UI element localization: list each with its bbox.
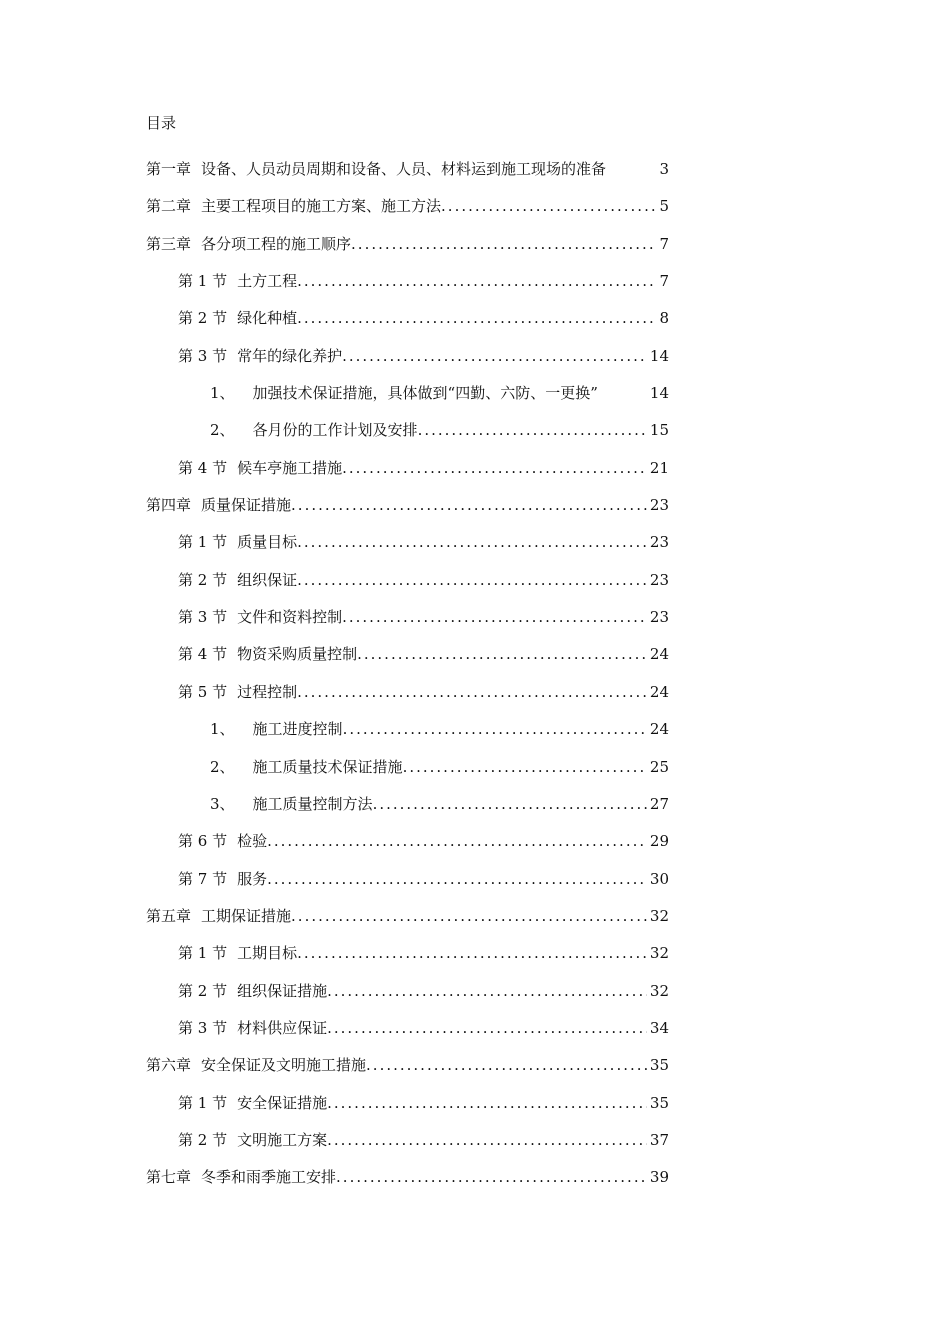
toc-entry-title: 质量目标 (237, 533, 298, 552)
toc-entry-number: 第 5 节 (178, 682, 228, 701)
toc-entry-title: 主要工程项目的施工方案、施工方法 (201, 197, 442, 216)
toc-dot-leader (327, 1017, 647, 1039)
toc-page-number: 7 (659, 234, 669, 253)
toc-entry-title: 各分项工程的施工顺序 (201, 234, 352, 253)
toc-entry-number: 第五章 (146, 906, 192, 925)
toc-dot-leader (351, 233, 656, 255)
toc-entry[interactable] (146, 494, 669, 531)
toc-dot-leader (373, 793, 647, 815)
toc-dot-leader (342, 606, 647, 628)
toc-dot-leader (418, 419, 647, 441)
toc-page-number: 35 (649, 1093, 669, 1112)
toc-page-number: 23 (649, 608, 669, 627)
toc-page-number: 3 (659, 160, 669, 178)
toc-entry-number: 第 3 节 (178, 608, 228, 627)
table-of-contents (146, 158, 669, 1204)
toc-dot-leader (291, 905, 647, 927)
toc-entry[interactable] (146, 1054, 669, 1091)
toc-dot-leader (366, 1054, 647, 1076)
toc-entry-title: 绿化种植 (237, 309, 298, 328)
toc-entry[interactable] (146, 307, 669, 344)
toc-entry-number: 第 6 节 (178, 832, 228, 851)
toc-page-number: 23 (649, 496, 669, 515)
toc-entry-title: 组织保证 (237, 570, 298, 589)
toc-entry-title: 设备、人员动员周期和设备、人员、材料运到施工现场的准备 (201, 160, 607, 178)
toc-entry-title: 检验 (237, 832, 268, 851)
toc-entry[interactable] (146, 756, 669, 793)
toc-entry-title: 文明施工方案 (237, 1130, 328, 1149)
toc-entry[interactable] (146, 158, 669, 195)
toc-entry-number: 第 2 节 (178, 309, 228, 328)
toc-dot-leader (291, 494, 647, 516)
toc-entry-number: 第 1 节 (178, 533, 228, 552)
toc-entry-title: 过程控制 (237, 682, 298, 701)
toc-dot-leader (342, 457, 647, 479)
toc-dot-leader (297, 270, 656, 292)
toc-entry-title: 材料供应保证 (237, 1018, 328, 1037)
toc-dot-leader (297, 531, 647, 553)
toc-entry[interactable] (146, 531, 669, 568)
toc-entry-title: 施工进度控制 (252, 720, 343, 739)
toc-dot-leader (403, 756, 647, 778)
toc-page-number: 24 (649, 682, 669, 701)
toc-entry-title: 物资采购质量控制 (237, 645, 358, 664)
toc-entry-number: 第 2 节 (178, 570, 228, 589)
toc-page-number: 32 (649, 981, 669, 1000)
toc-entry-number: 第七章 (146, 1168, 192, 1187)
toc-entry-title: 安全保证措施 (237, 1093, 328, 1112)
toc-page-number: 21 (649, 458, 669, 477)
toc-entry[interactable] (146, 1017, 669, 1054)
toc-entry-title: 加强技术保证措施，具体做到“四勤、六防、一更换” (252, 384, 598, 403)
toc-dot-leader (327, 1092, 647, 1114)
toc-page-number: 5 (659, 197, 669, 216)
toc-entry[interactable] (146, 718, 669, 755)
toc-entry-number: 2、 (210, 757, 235, 776)
toc-page-number: 32 (649, 906, 669, 925)
toc-entry[interactable] (146, 270, 669, 307)
toc-dot-leader (441, 195, 656, 217)
toc-entry-number: 第 1 节 (178, 272, 228, 291)
toc-page-number: 7 (659, 272, 669, 291)
toc-entry-title: 各月份的工作计划及安排 (252, 421, 418, 440)
toc-entry-title: 组织保证措施 (237, 981, 328, 1000)
toc-entry-number: 第 1 节 (178, 944, 228, 963)
toc-entry-number: 1、 (210, 384, 235, 403)
toc-page-number: 15 (649, 421, 669, 440)
toc-entry-number: 第 4 节 (178, 458, 228, 477)
toc-page-number: 8 (659, 309, 669, 328)
toc-page-number: 24 (649, 645, 669, 664)
toc-entry-number: 第 7 节 (178, 869, 228, 888)
toc-entry[interactable] (146, 793, 669, 830)
toc-entry-title: 施工质量控制方法 (252, 794, 373, 813)
toc-entry-number: 第四章 (146, 496, 192, 515)
toc-entry[interactable] (146, 980, 669, 1017)
toc-entry-title: 施工质量技术保证措施 (252, 757, 403, 776)
toc-entry[interactable] (146, 345, 669, 382)
toc-entry[interactable] (146, 868, 669, 905)
toc-entry[interactable] (146, 233, 669, 270)
toc-dot-leader (357, 643, 647, 665)
toc-entry-number: 第 2 节 (178, 1130, 228, 1149)
toc-page-number: 30 (649, 869, 669, 888)
toc-entry[interactable] (146, 457, 669, 494)
toc-entry-title: 服务 (237, 869, 268, 888)
toc-entry-title: 文件和资料控制 (237, 608, 343, 627)
toc-entry-title: 候车亭施工措施 (237, 458, 343, 477)
toc-page-number: 23 (649, 533, 669, 552)
toc-entry[interactable] (146, 419, 669, 456)
toc-page-number: 35 (649, 1056, 669, 1075)
toc-entry[interactable] (146, 382, 669, 419)
toc-dot-leader (297, 681, 647, 703)
toc-entry-number: 第六章 (146, 1056, 192, 1075)
toc-entry-number: 第 1 节 (178, 1093, 228, 1112)
toc-entry-number: 第 2 节 (178, 981, 228, 1000)
toc-entry-number: 1、 (210, 720, 235, 739)
toc-entry-number: 第二章 (146, 197, 192, 216)
toc-entry[interactable] (146, 569, 669, 606)
toc-entry-number: 第 3 节 (178, 1018, 228, 1037)
toc-entry-title: 土方工程 (237, 272, 298, 291)
toc-entry[interactable] (146, 942, 669, 979)
toc-entry[interactable] (146, 905, 669, 942)
toc-entry[interactable] (146, 830, 669, 867)
toc-entry-number: 第一章 (146, 160, 192, 178)
toc-dot-leader (327, 1129, 647, 1151)
toc-entry-title: 工期保证措施 (201, 906, 292, 925)
toc-page-number: 14 (649, 346, 669, 365)
toc-title: 目录 (146, 114, 177, 132)
toc-entry[interactable] (146, 1092, 669, 1129)
toc-page-number: 39 (649, 1168, 669, 1187)
toc-page-number: 24 (649, 720, 669, 739)
toc-entry[interactable] (146, 195, 669, 232)
toc-entry[interactable] (146, 1129, 669, 1166)
toc-dot-leader (336, 1166, 647, 1188)
toc-dot-leader (297, 569, 647, 591)
toc-entry[interactable] (146, 1166, 669, 1203)
toc-page-number: 37 (649, 1130, 669, 1149)
toc-entry-title: 冬季和雨季施工安排 (201, 1168, 337, 1187)
toc-page-number: 14 (649, 384, 669, 403)
toc-entry-number: 3、 (210, 794, 235, 813)
toc-dot-leader (297, 307, 656, 329)
toc-entry-title: 质量保证措施 (201, 496, 292, 515)
toc-dot-leader (343, 718, 647, 740)
toc-page-number: 25 (649, 757, 669, 776)
toc-dot-leader (267, 868, 647, 890)
toc-dot-leader (342, 345, 647, 367)
toc-page-number: 27 (649, 794, 669, 813)
toc-entry[interactable] (146, 681, 669, 718)
toc-entry-title: 常年的绿化养护 (237, 346, 343, 365)
toc-dot-leader (297, 942, 647, 964)
toc-entry-number: 第 3 节 (178, 346, 228, 365)
toc-dot-leader (267, 830, 647, 852)
toc-entry-title: 安全保证及文明施工措施 (201, 1056, 367, 1075)
toc-page-number: 29 (649, 832, 669, 851)
toc-entry-title: 工期目标 (237, 944, 298, 963)
toc-entry-number: 第 4 节 (178, 645, 228, 664)
toc-page-number: 34 (649, 1018, 669, 1037)
toc-entry[interactable] (146, 606, 669, 643)
toc-entry-number: 2、 (210, 421, 235, 440)
toc-entry[interactable] (146, 643, 669, 680)
toc-dot-leader (327, 980, 647, 1002)
toc-entry-number: 第三章 (146, 234, 192, 253)
toc-page-number: 32 (649, 944, 669, 963)
toc-page-number: 23 (649, 570, 669, 589)
